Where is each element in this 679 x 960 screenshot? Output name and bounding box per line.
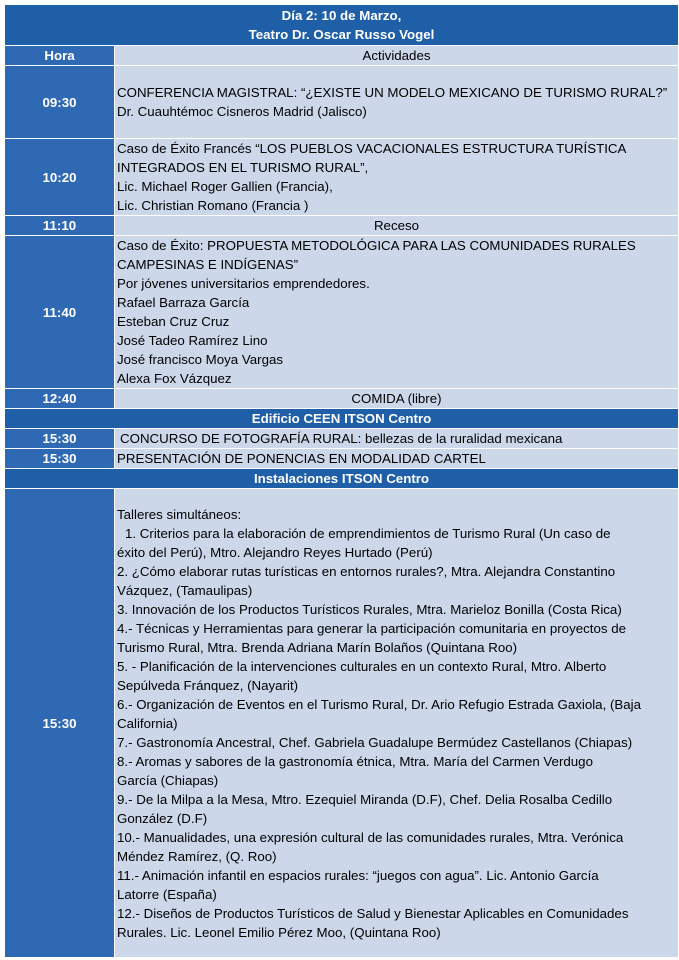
activity-line: 4.- Técnicas y Herramientas para generar la participación comunitaria en proyectos de (117, 620, 626, 636)
activity-cell (115, 139, 679, 216)
activity-line: 11.- Animación infantil en espacios rurales: “juegos con agua”. Lic. Antonio García (117, 867, 599, 883)
activity-cell: COMIDA (libre) (115, 389, 679, 409)
day-title: Día 2: 10 de Marzo, (281, 8, 402, 23)
activity-line: 3. Innovación de los Productos Turísticos Rurales, Mtra. Marieloz Bonilla (Costa Rica) (117, 601, 622, 617)
time-cell: 15:30 (5, 489, 115, 958)
table-row (5, 429, 679, 449)
workshops-cell (115, 489, 679, 958)
activity-line: 7.- Gastronomía Ancestral, Chef. Gabriela Guadalupe Bermúdez Castellanos (Chiapas) (117, 734, 633, 750)
activity-line: Por jóvenes universitarios emprendedores. (117, 276, 370, 291)
venue-band: Edificio CEEN ITSON Centro (5, 409, 679, 429)
activity-line: 10.- Manualidades, una expresión cultural de las comunidades rurales, Mtra. Verónica (117, 829, 624, 845)
time-cell: 12:40 (5, 389, 115, 409)
venue-band-row (5, 409, 679, 429)
time-cell: 15:30 (5, 429, 115, 449)
venue-band: Instalaciones ITSON Centro (5, 469, 679, 489)
table-row (5, 489, 679, 958)
time-cell: 11:40 (5, 236, 115, 389)
schedule-table (4, 4, 679, 958)
table-row (5, 449, 679, 469)
activity-line: Alexa Fox Vázquez (117, 371, 232, 386)
activity-line: Vázquez, (Tamaulipas) (117, 582, 253, 598)
activity-line: Méndez Ramírez, (Q. Roo) (117, 848, 277, 864)
activity-line: éxito del Perú), Mtro. Alejandro Reyes Hurtado (Perú) (117, 544, 433, 560)
table-row (5, 216, 679, 236)
activity-line: Caso de Éxito: PROPUESTA METODOLÓGICA PARA LAS COMUNIDADES RURALES (117, 238, 636, 253)
activity-cell (115, 66, 679, 139)
activity-line: García (Chiapas) (117, 772, 219, 788)
activity-line: 8.- Aromas y sabores de la gastronomía étnica, Mtra. María del Carmen Verdugo (117, 753, 593, 769)
activity-line: Turismo Rural, Mtra. Brenda Adriana Marín Bolaños (Quintana Roo) (117, 639, 518, 655)
activity-line: CAMPESINAS E INDÍGENAS” (117, 257, 299, 272)
activity-line: Latorre (España) (117, 886, 217, 902)
activity-cell: PRESENTACIÓN DE PONENCIAS EN MODALIDAD CARTEL (115, 449, 679, 469)
activity-line: California) (117, 715, 178, 731)
table-row (5, 66, 679, 139)
table-row (5, 389, 679, 409)
day-header (5, 5, 679, 46)
activity-line: 2. ¿Cómo elaborar rutas turísticas en entornos rurales?, Mtra. Alejandra Constantino (117, 563, 616, 579)
activity-line: Lic. Christian Romano (Francia ) (117, 198, 309, 213)
activity-cell: CONCURSO DE FOTOGRAFÍA RURAL: bellezas de la ruralidad mexicana (115, 429, 679, 449)
activity-line: Esteban Cruz Cruz (117, 314, 230, 329)
activity-line: González (D.F) (117, 810, 208, 826)
day-header-row (5, 5, 679, 46)
column-actividades: Actividades (115, 46, 679, 66)
activity-cell (115, 236, 679, 389)
time-cell: 09:30 (5, 66, 115, 139)
activity-line: Talleres simultáneos: (117, 506, 242, 522)
venue-title: Teatro Dr. Oscar Russo Vogel (248, 27, 435, 42)
time-cell: 11:10 (5, 216, 115, 236)
column-header-row (5, 46, 679, 66)
activity-line: Sepúlveda Fránquez, (Nayarit) (117, 677, 299, 693)
time-cell: 10:20 (5, 139, 115, 216)
column-hora: Hora (5, 46, 115, 66)
activity-line: 6.- Organización de Eventos en el Turismo Rural, Dr. Ario Refugio Estrada Gaxiola, (Baja (117, 696, 641, 712)
activity-line: Rurales. Lic. Leonel Emilio Pérez Moo, (Quintana Roo) (117, 924, 441, 940)
activity-line: Rafael Barraza García (117, 295, 250, 310)
activity-line: 5. - Planificación de la intervenciones culturales en un contexto Rural, Mtro. Alberto (117, 658, 607, 674)
activity-line: Dr. Cuauhtémoc Cisneros Madrid (Jalisco) (117, 104, 367, 119)
activity-cell: Receso (115, 216, 679, 236)
activity-line: José francisco Moya Vargas (117, 352, 284, 367)
activity-line: José Tadeo Ramírez Lino (117, 333, 268, 348)
time-cell: 15:30 (5, 449, 115, 469)
table-row (5, 236, 679, 389)
activity-line: INTEGRADOS EN EL TURISMO RURAL”, (117, 160, 369, 175)
table-row (5, 139, 679, 216)
activity-line: 9.- De la Milpa a la Mesa, Mtro. Ezequiel Miranda (D.F), Chef. Delia Rosalba Cedillo (117, 791, 613, 807)
venue-band-row (5, 469, 679, 489)
activity-line: 1. Criterios para la elaboración de emprendimientos de Turismo Rural (Un caso de (125, 525, 611, 541)
activity-line: 12.- Diseños de Productos Turísticos de Salud y Bienestar Aplicables en Comunidades (117, 905, 629, 921)
activity-line: Lic. Michael Roger Gallien (Francia), (117, 179, 333, 194)
activity-line: CONFERENCIA MAGISTRAL: “¿EXISTE UN MODELO MEXICANO DE TURISMO RURAL?” (117, 85, 668, 100)
activity-line: Caso de Éxito Francés “LOS PUEBLOS VACACIONALES ESTRUCTURA TURÍSTICA (117, 141, 627, 156)
